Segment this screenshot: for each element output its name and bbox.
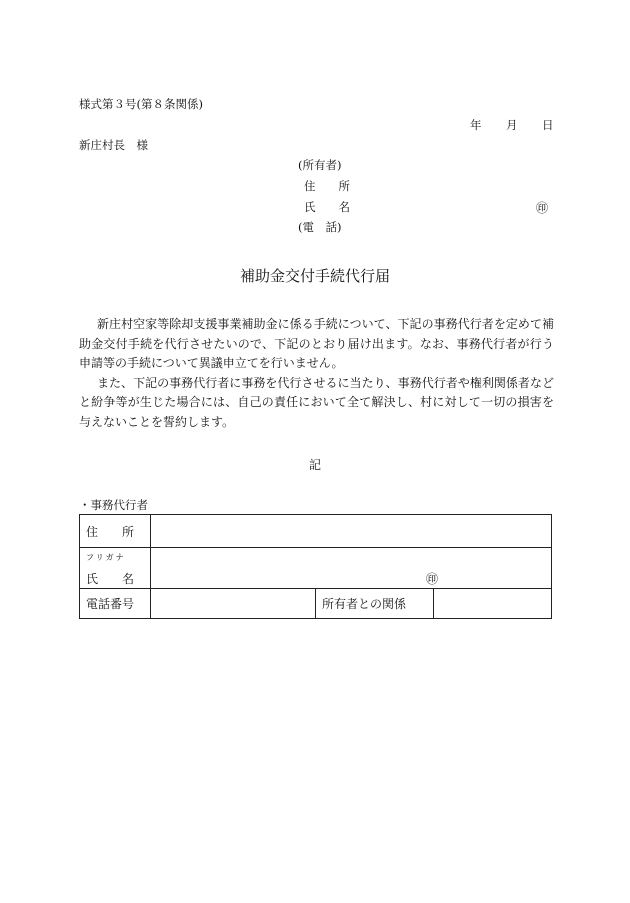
- addressee: 新庄村長 様: [79, 138, 148, 152]
- document-title: 補助金交付手続代行届: [239, 267, 390, 285]
- date-line: [470, 117, 554, 133]
- agent-address-row: [80, 515, 552, 548]
- agent-heading: ・事務代行者: [79, 498, 148, 512]
- agent-address-field[interactable]: [151, 515, 552, 548]
- agent-address-label: 住 所: [80, 515, 151, 548]
- owner-heading: (所有者): [298, 158, 342, 172]
- furigana-label: フリガナ: [86, 553, 126, 562]
- agent-relation-label: 所有者との関係: [316, 589, 434, 619]
- agent-seal-mark: ㊞: [426, 572, 439, 586]
- owner-address-label: 住 所: [304, 179, 350, 193]
- agent-name-field[interactable]: [151, 548, 552, 589]
- owner-name-label: 氏 名: [304, 200, 350, 214]
- ki-label: 記: [308, 458, 321, 472]
- body-text: [79, 315, 554, 432]
- body-paragraph-2: また、下記の事務代行者に事務を代行させるに当たり、事務代行者や権利関係者などと紛争等が生じた場合には、自己の責任において全て解決し、村に対して一切の損害を与えないことを誓約します。: [79, 375, 554, 429]
- agent-relation-field[interactable]: [434, 589, 552, 619]
- date-month: 月: [506, 118, 518, 132]
- agent-phone-row: [80, 589, 552, 619]
- agent-name-row: [80, 548, 552, 589]
- date-day: 日: [542, 118, 554, 132]
- agent-table: [79, 514, 552, 619]
- date-year: 年: [470, 118, 482, 132]
- agent-phone-label: 電話番号: [80, 589, 151, 619]
- agent-name-label-cell: [80, 548, 151, 589]
- agent-phone-field[interactable]: [151, 589, 316, 619]
- owner-phone-label: (電 話): [298, 220, 342, 234]
- agent-name-label: 氏 名: [86, 572, 135, 586]
- body-paragraph-1: 新庄村空家等除却支援事業補助金に係る手続について、下記の事務代行者を定めて補助金交付手続を代行させたいので、下記のとおり届け出ます。なお、事務代行者が行う申請等の手続について異議申立てを行いません。: [79, 317, 554, 370]
- form-number: 様式第３号(第８条関係): [79, 97, 203, 111]
- owner-seal-mark: ㊞: [536, 201, 549, 215]
